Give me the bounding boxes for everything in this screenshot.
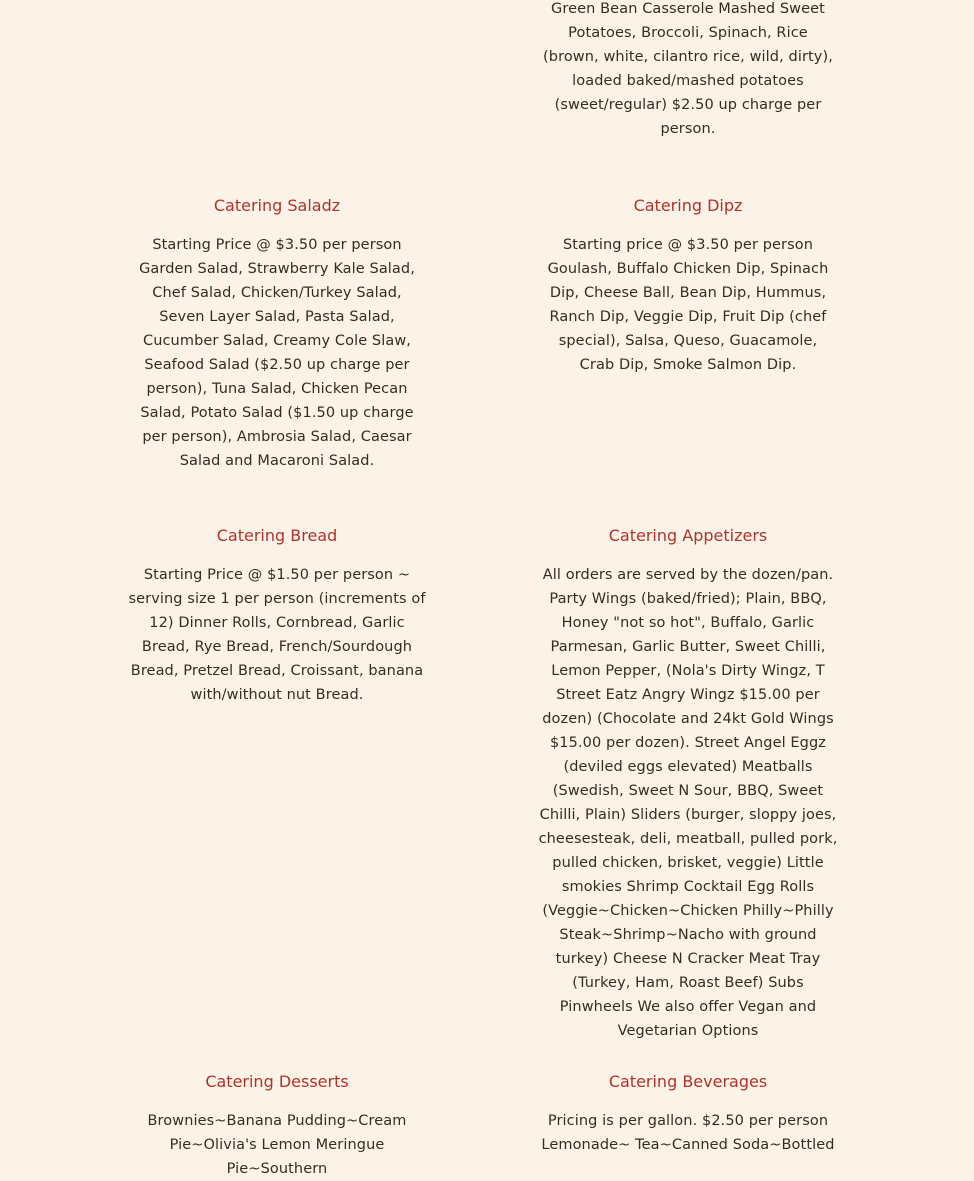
desserts-description: Brownies~Banana Pudding~Cream Pie~Olivia's Lemon Meringue Pie~Southern — [147, 1113, 407, 1177]
saladz-section — [128, 196, 426, 473]
appetizers-section — [538, 526, 838, 1043]
beverages-section — [540, 1072, 836, 1157]
saladz-description: Starting Price @ $3.50 per person Garden Salad, Strawberry Kale Salad, Chef Salad, Chicken/Turkey Salad, Seven Layer Salad, Pasta Salad, Cucumber Salad, Creamy Cole Slaw, Seafood Salad ($2.50 up charge per person), Tuna Salad, Chicken Pecan Salad, Potato Salad ($1.50 up charge per person), Ambrosia Salad, Caesar Salad and Macaroni Salad. — [139, 237, 415, 469]
sides-description: Green Bean Casserole Mashed Sweet Potatoes, Broccoli, Spinach, Rice (brown, white, cilantro rice, wild, dirty), loaded baked/mashed potatoes (sweet/regular) $2.50 up charge per person. — [543, 1, 833, 137]
saladz-title: Catering Saladz — [213, 196, 341, 215]
beverages-title: Catering Beverages — [608, 1072, 768, 1091]
dipz-title: Catering Dipz — [633, 196, 743, 215]
appetizers-title: Catering Appetizers — [608, 526, 768, 545]
bread-description: Starting Price @ $1.50 per person ~ serving size 1 per person (increments of 12) Dinner Rolls, Cornbread, Garlic Bread, Rye Bread, French/Sourdough Bread, Pretzel Bread, Croissant, banana with/without nut Bread. — [128, 567, 426, 703]
desserts-title: Catering Desserts — [205, 1072, 349, 1091]
sides-section — [540, 0, 836, 141]
appetizers-description: All orders are served by the dozen/pan. Party Wings (baked/fried); Plain, BBQ, Honey "not so hot", Buffalo, Garlic Parmesan, Garlic Butter, Sweet Chilli, Lemon Pepper, (Nola's Dirty Wingz, T Street Eatz Angry Wingz $15.00 per dozen) (Chocolate and 24kt Gold Wings $15.00 per dozen). Street Angel Eggz (deviled eggs elevated) Meatballs (Swedish, Sweet N Sour, BBQ, Sweet Chilli, Plain) Sliders (burger, sloppy joes, cheesesteak, deli, meatball, pulled pork, pulled chicken, brisket, veggie) Little smokies Shrimp Cocktail Egg Rolls (Veggie~Chicken~Chicken Philly~Philly Steak~Shrimp~Nacho with ground turkey) Cheese N Cracker Meat Tray (Turkey, Ham, Roast Beef) Subs Pinwheels We also offer Vegan and Vegetarian Options — [538, 567, 838, 1039]
desserts-section — [128, 1072, 426, 1181]
dipz-description: Starting price @ $3.50 per person Goulash, Buffalo Chicken Dip, Spinach Dip, Cheese Ball, Bean Dip, Hummus, Ranch Dip, Veggie Dip, Fruit Dip (chef special), Salsa, Queso, Guacamole, Crab Dip, Smoke Salmon Dip. — [547, 237, 829, 373]
dipz-section — [540, 196, 836, 377]
beverages-description: Pricing is per gallon. $2.50 per person Lemonade~ Tea~Canned Soda~Bottled — [541, 1113, 835, 1153]
bread-section — [128, 526, 426, 707]
bread-title: Catering Bread — [216, 526, 338, 545]
